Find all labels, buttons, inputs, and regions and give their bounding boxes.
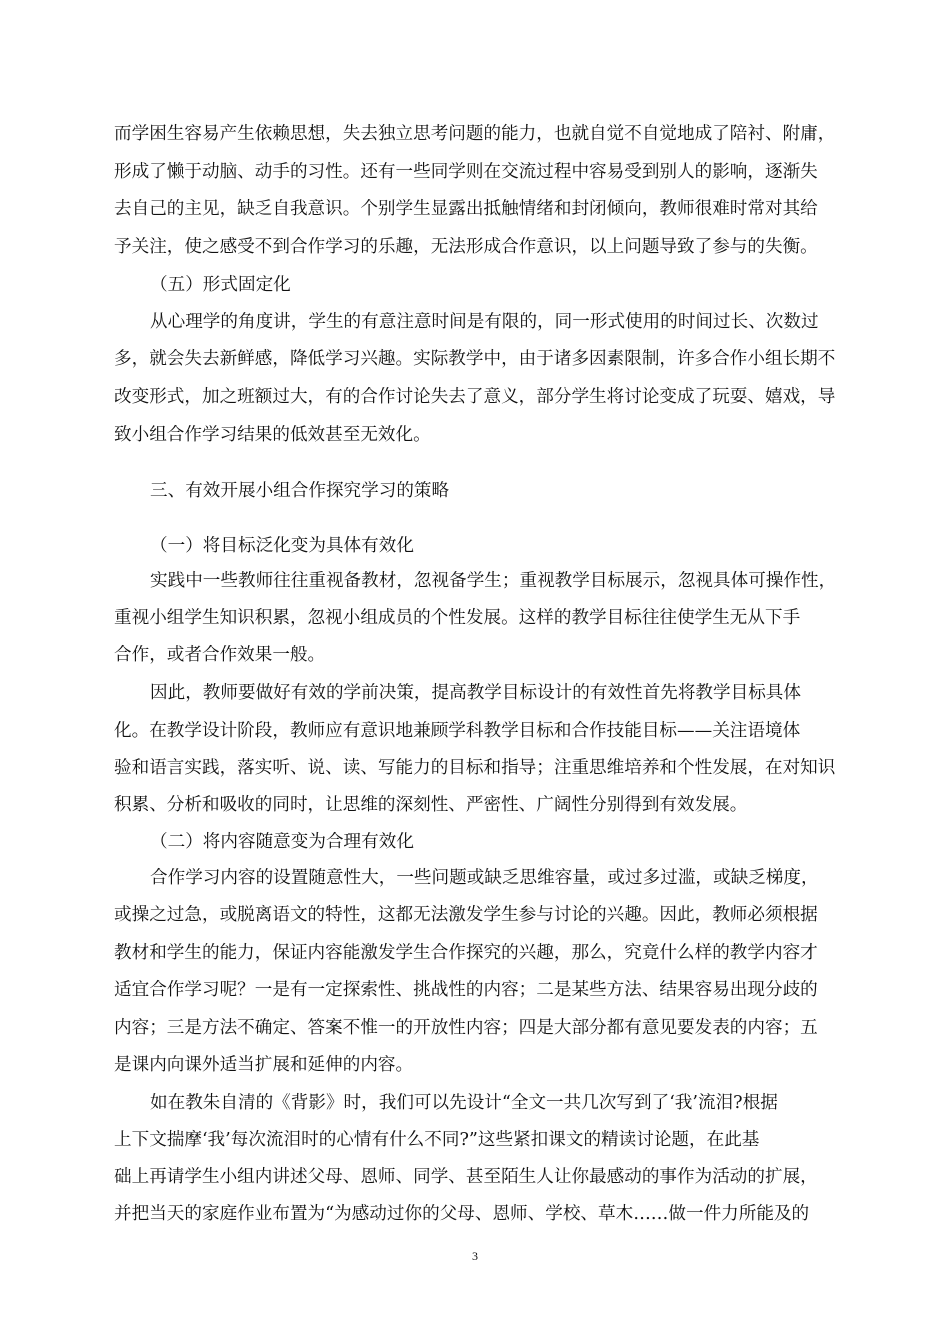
body-text-line: 形成了懒于动脑、动手的习性。还有一些同学则在交流过程中容易受到别人的影响，逐渐失: [114, 162, 818, 182]
chapter-heading: 三、有效开展小组合作探究学习的策略: [150, 481, 450, 501]
body-text-line: 础上再请学生小组内讲述父母、恩师、同学、甚至陌生人让你最感动的事作为活动的扩展，: [114, 1167, 818, 1187]
section-heading: （二）将内容随意变为合理有效化: [150, 832, 414, 852]
body-text-line: 去自己的主见，缺乏自我意识。个别学生显露出抵触情绪和封闭倾向，教师很难时常对其给: [114, 199, 818, 219]
body-text-line: 内容；三是方法不确定、答案不惟一的开放性内容；四是大部分都有意见要发表的内容；五: [114, 1018, 818, 1038]
body-text-line: 上下文揣摩‘我’每次流泪时的心情有什么不同?”这些紧扣课文的精读讨论题，在此基: [114, 1130, 760, 1150]
page-number: 3: [472, 1249, 478, 1263]
body-text-line: 而学困生容易产生依赖思想，失去独立思考问题的能力，也就自觉不自觉地成了陪衬、附庸，: [114, 124, 836, 144]
body-text-line: 适宜合作学习呢？一是有一定探索性、挑战性的内容；二是某些方法、结果容易出现分歧的: [114, 980, 818, 1000]
body-text-line: 教材和学生的能力，保证内容能激发学生合作探究的兴趣，那么，究竟什么样的教学内容才: [114, 943, 818, 963]
body-text-line: 积累、分析和吸收的同时，让思维的深刻性、严密性、广阔性分别得到有效发展。: [114, 795, 748, 815]
body-text-line: 并把当天的家庭作业布置为“为感动过你的父母、恩师、学校、草木……做一件力所能及的: [114, 1204, 810, 1224]
body-text-line: 多，就会失去新鲜感，降低学习兴趣。实际教学中，由于诸多因素限制，许多合作小组长期不: [114, 349, 836, 369]
section-heading: （一）将目标泛化变为具体有效化: [150, 536, 414, 556]
section-heading: （五）形式固定化: [150, 275, 291, 295]
body-text-line: 合作学习内容的设置随意性大，一些问题或缺乏思维容量，或过多过滥，或缺乏梯度，: [150, 868, 819, 888]
body-text-line: 实践中一些教师往往重视备教材，忽视备学生；重视教学目标展示，忽视具体可操作性，: [150, 571, 837, 591]
body-text-line: 合作，或者合作效果一般。: [114, 645, 326, 665]
body-text-line: 致小组合作学习结果的低效甚至无效化。: [114, 425, 431, 445]
body-text-line: 或操之过急，或脱离语文的特性，这都无法激发学生参与讨论的兴趣。因此，教师必须根据: [114, 905, 818, 925]
body-text-line: 化。在教学设计阶段，教师应有意识地兼顾学科教学目标和合作技能目标——关注语境体: [114, 721, 801, 741]
body-text-line: 因此，教师要做好有效的学前决策，提高教学目标设计的有效性首先将教学目标具体: [150, 683, 801, 703]
body-text-line: 改变形式，加之班额过大，有的合作讨论失去了意义，部分学生将讨论变成了玩耍、嬉戏，导: [114, 387, 836, 407]
body-text-line: 验和语言实践，落实听、说、读、写能力的目标和指导；注重思维培养和个性发展，在对知识: [114, 758, 836, 778]
body-text-line: 是课内向课外适当扩展和延伸的内容。: [114, 1055, 414, 1075]
body-text-line: 予关注，使之感受不到合作学习的乐趣，无法形成合作意识，以上问题导致了参与的失衡。: [114, 237, 818, 257]
body-text-line: 从心理学的角度讲，学生的有意注意时间是有限的，同一形式使用的时间过长、次数过: [150, 312, 819, 332]
body-text-line: 如在教朱自清的《背影》时，我们可以先设计“全文一共几次写到了‘我’流泪?根据: [150, 1093, 778, 1113]
body-text-line: 重视小组学生知识积累，忽视小组成员的个性发展。这样的教学目标往往使学生无从下手: [114, 608, 801, 628]
